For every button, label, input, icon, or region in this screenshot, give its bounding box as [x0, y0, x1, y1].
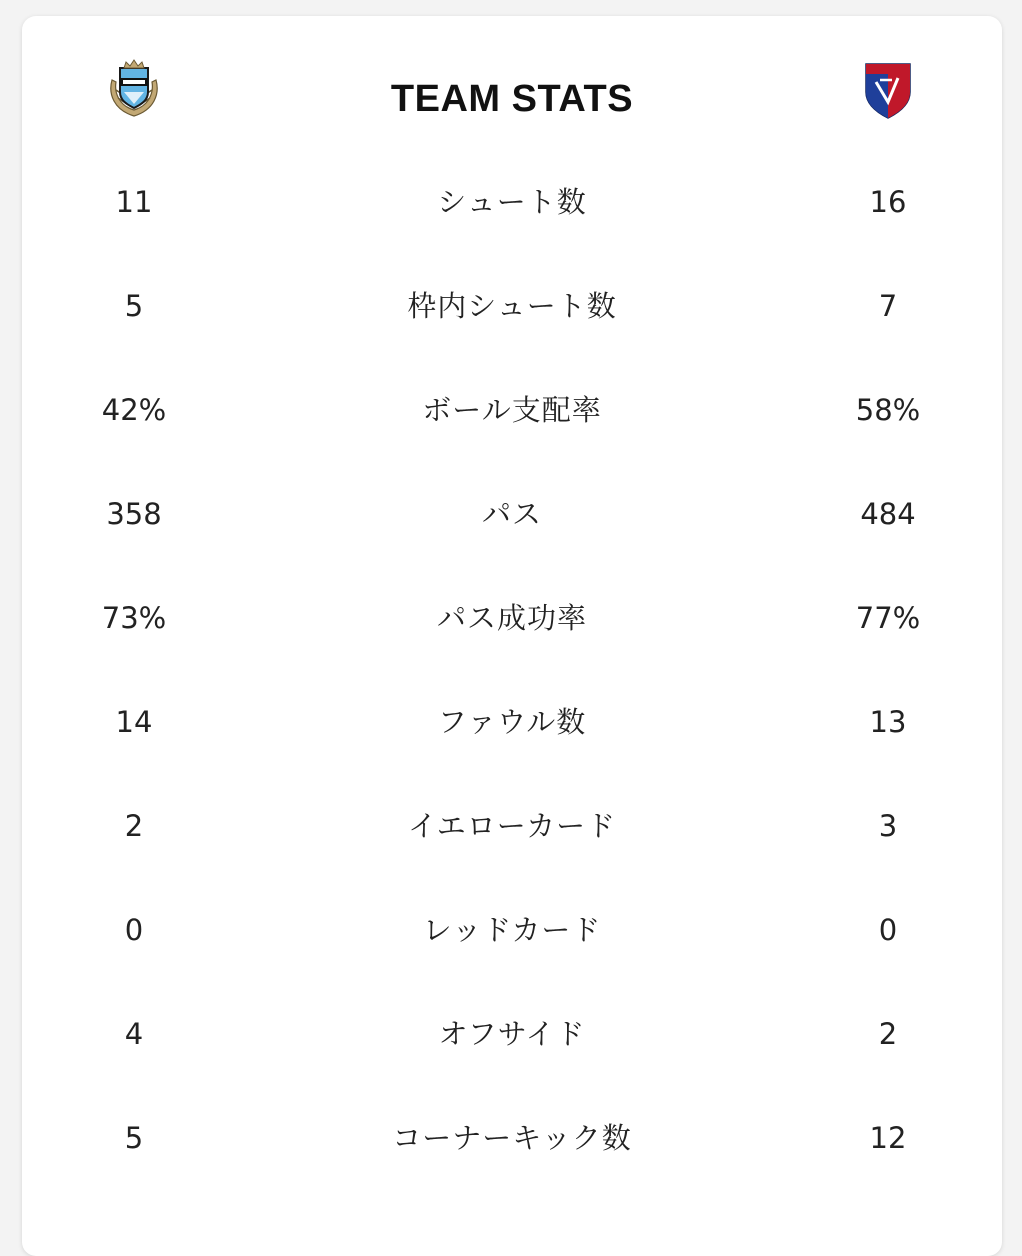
- stats-header: [22, 16, 1002, 156]
- away-value: 77%: [855, 601, 921, 635]
- stat-row: [22, 150, 1002, 254]
- stat-row: [22, 878, 1002, 982]
- stats-table: [22, 150, 1002, 1190]
- home-value: 4: [124, 1017, 144, 1051]
- stat-row: [22, 982, 1002, 1086]
- page-title: TEAM STATS: [390, 78, 634, 120]
- away-value: 0: [878, 913, 898, 947]
- stat-row: [22, 566, 1002, 670]
- stat-row: [22, 358, 1002, 462]
- home-value: 11: [115, 185, 153, 219]
- stat-label: レッドカード: [422, 913, 602, 947]
- stat-row: [22, 670, 1002, 774]
- stat-label: シュート数: [437, 185, 587, 219]
- away-value: 16: [869, 185, 907, 219]
- stat-row: [22, 462, 1002, 566]
- team-stats-card: [22, 16, 1002, 1256]
- stat-label: ファウル数: [437, 705, 587, 739]
- away-value: 484: [860, 497, 916, 531]
- stat-label: コーナーキック数: [392, 1121, 632, 1155]
- away-value: 2: [878, 1017, 898, 1051]
- stat-label: オフサイド: [438, 1017, 586, 1051]
- home-value: 14: [115, 705, 153, 739]
- stat-row: [22, 254, 1002, 358]
- home-value: 0: [124, 913, 144, 947]
- away-value: 7: [878, 289, 898, 323]
- stat-label: ボール支配率: [422, 393, 602, 427]
- stat-row: [22, 774, 1002, 878]
- away-value: 13: [869, 705, 907, 739]
- stat-label: 枠内シュート数: [407, 289, 617, 323]
- stat-row: [22, 1086, 1002, 1190]
- fc-tokyo-crest-icon: [858, 58, 918, 120]
- stat-label: パス: [481, 497, 542, 531]
- stat-label: イエローカード: [407, 809, 617, 843]
- home-value: 73%: [101, 601, 167, 635]
- away-value: 58%: [855, 393, 921, 427]
- home-value: 2: [124, 809, 144, 843]
- away-value: 3: [878, 809, 898, 843]
- home-value: 5: [124, 289, 144, 323]
- home-value: 5: [124, 1121, 144, 1155]
- home-value: 358: [106, 497, 162, 531]
- home-value: 42%: [101, 393, 167, 427]
- away-value: 12: [869, 1121, 907, 1155]
- stat-label: パス成功率: [436, 601, 587, 635]
